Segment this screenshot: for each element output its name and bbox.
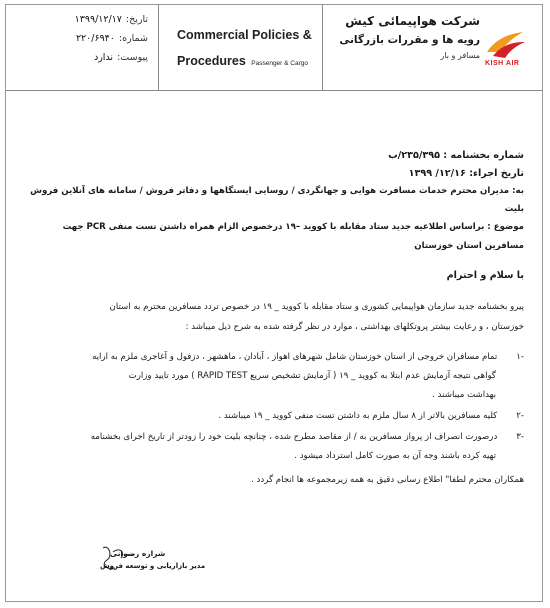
list-item-cont: بهداشت میباشند . bbox=[432, 390, 496, 400]
company-name: شرکت هواپیمائی کیش bbox=[345, 14, 480, 28]
list-item-cont: تهیه کرده باشند وجه آن به صورت کامل استرداد میشود . bbox=[294, 451, 496, 461]
signer-title: مدیر بازاریابی و توسعه فروش bbox=[100, 562, 206, 570]
execution-date: تاریخ اجراء: ۱۲/۱۶/ ۱۳۹۹ bbox=[408, 168, 524, 179]
header-separator-left bbox=[158, 4, 159, 90]
company-block bbox=[320, 14, 480, 60]
intro-line1: پیرو بخشنامه جدید سازمان هواپیمایی کشوری و ستاد مقابله با کووید _ ۱۹ در خصوص تردد مسافرین محترم به استان bbox=[109, 302, 524, 312]
meta-date: تاریخ: ۱۳۹۹/۱۲/۱۷ bbox=[74, 14, 148, 25]
list-item: -۱ تمام مسافران خروجی از استان خوزستان شامل شهرهای اهواز ، آبادان ، ماهشهر ، دزفول و آغاجری ملزم به ارایه bbox=[92, 352, 524, 362]
company-description: مسافر و بار bbox=[440, 51, 480, 60]
intro-line2: خوزستان ، و رعایت بیشتر پروتکلهای بهداشتی ، موارد در نظر گرفته شده به شرح ذیل میباشد : bbox=[185, 322, 524, 332]
header-divider bbox=[5, 90, 543, 91]
company-department: رویه ها و مقررات بازرگانی bbox=[339, 34, 480, 46]
subject-line1: موضوع : براساس اطلاعیه جدید ستاد مقابله با کووید –۱۹ درخصوص الزام همراه داشتن تست منفی PCR جهت bbox=[62, 222, 524, 232]
policy-title-line1: Commercial Policies & bbox=[177, 28, 312, 42]
recipients-line2: بلیت bbox=[504, 204, 524, 214]
list-item: -۳ درصورت انصراف از پرواز مسافرین به / از مقاصد مطرح شده ، چنانچه بلیت خود را زودتر از تاریخ اجرای بخشنامه bbox=[90, 432, 524, 442]
meta-attachment: پیوست: ندارد bbox=[93, 52, 148, 63]
closing-note: همکاران محترم لطفا" اطلاع رسانی دقیق به همه زیرمجموعه ها انجام گردد . bbox=[251, 475, 524, 485]
policy-title-line2: Procedures Passenger & Cargo bbox=[177, 54, 308, 68]
signer-name: شراره رضوانی bbox=[110, 549, 166, 558]
circular-number: شماره بخشنامه : ۲۳۵/۳۹۵/ب bbox=[388, 150, 524, 161]
subject-line2: مسافرین استان خوزستان bbox=[414, 241, 524, 251]
letter-meta bbox=[18, 10, 148, 67]
greeting: با سلام و احترام bbox=[446, 270, 524, 281]
recipients-line1: به: مدیران محترم خدمات مسافرت هوایی و جهانگردی / روسایی ایستگاهها و دفاتر فروش / سامانه های آنلاین فروش bbox=[30, 186, 524, 196]
logo-wordmark: KISH AIR bbox=[485, 60, 520, 67]
list-item: -۲ کلیه مسافرین بالاتر از ۸ سال ملزم به داشتن تست منفی کووید _ ۱۹ میباشند . bbox=[218, 411, 524, 421]
list-item-cont: گواهی نتیجه آزمایش عدم ابتلا به کووید _ ۱۹ ( آزمایش تشخیص سریع RAPID TEST ) مورد تایید وزارت bbox=[128, 371, 496, 381]
policy-subtitle: Passenger & Cargo bbox=[251, 60, 308, 67]
meta-number: شماره: ۲۲۰/۶۹۴۰ bbox=[75, 33, 148, 44]
